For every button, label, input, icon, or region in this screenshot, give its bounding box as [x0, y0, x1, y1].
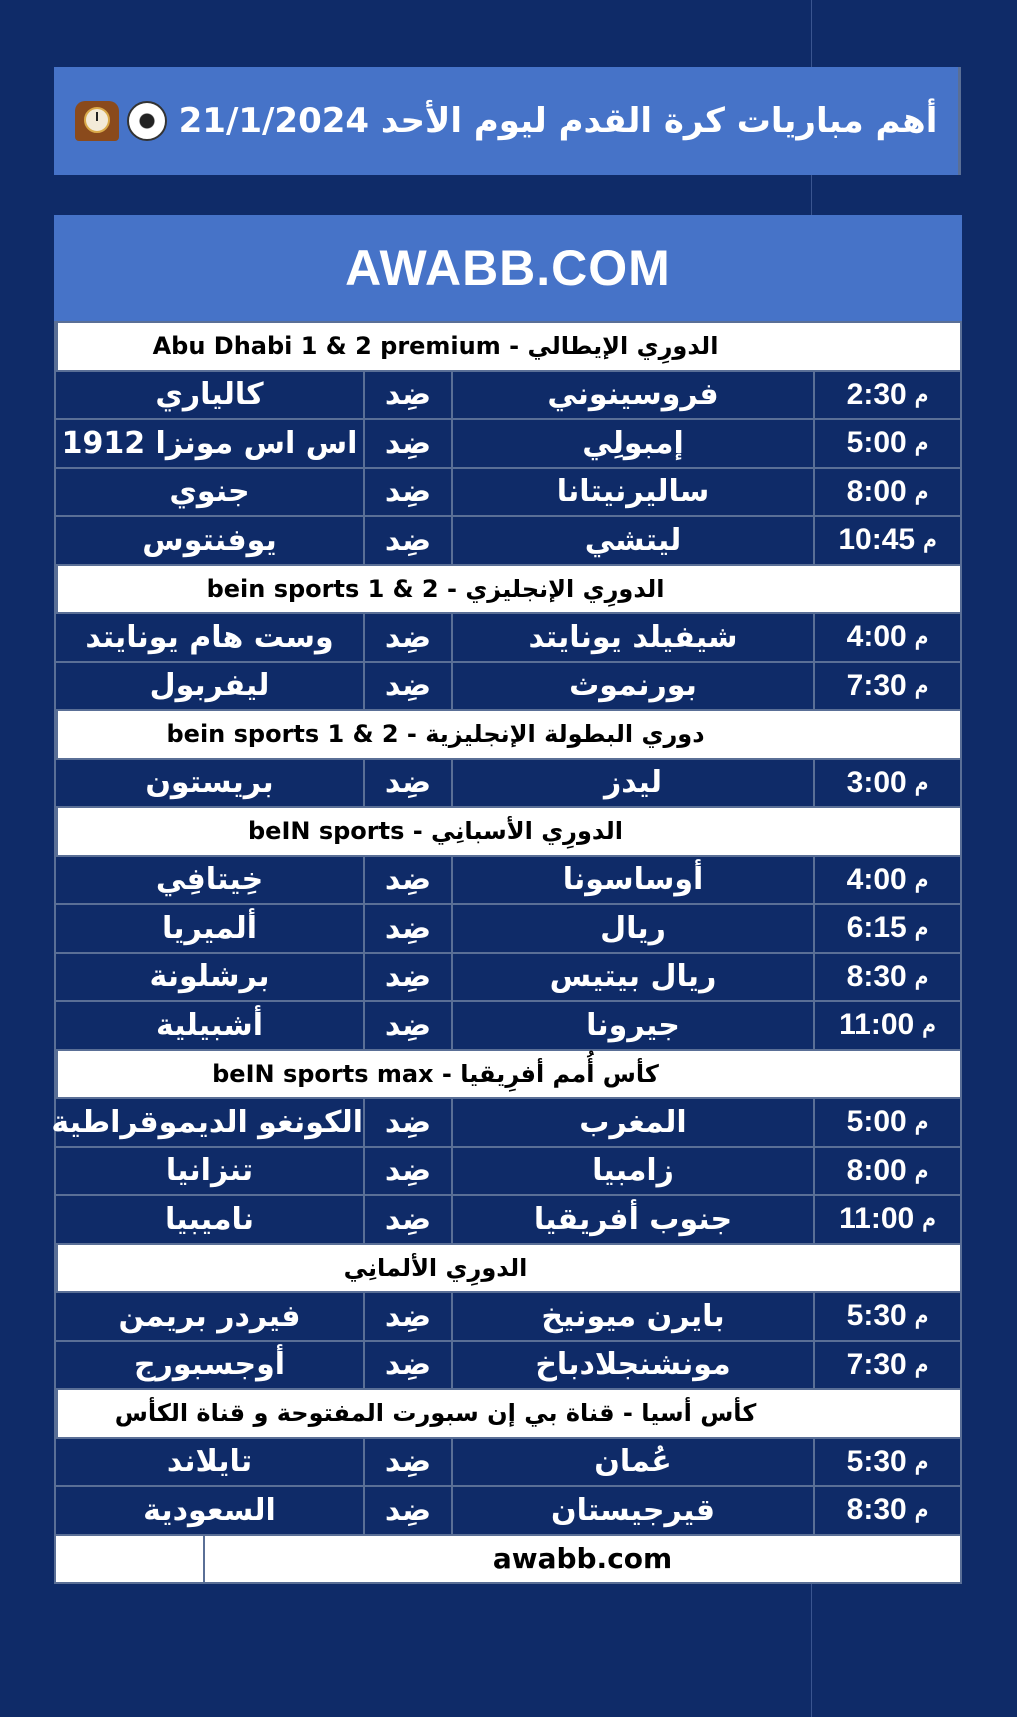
- home-team: بورنموث: [451, 663, 813, 710]
- match-time: [813, 517, 960, 564]
- home-team: ليدز: [451, 760, 813, 807]
- versus-label: ضِد: [363, 1487, 451, 1534]
- match-row: [54, 469, 962, 518]
- section-title: الدورِي الإنجليزي - bein sports 1 & 2: [56, 566, 813, 613]
- versus-label: ضِد: [363, 1293, 451, 1340]
- home-team: مونشنجلادباخ: [451, 1342, 813, 1389]
- versus-label: ضِد: [363, 420, 451, 467]
- brand-header: [54, 215, 962, 323]
- section-title: دوري البطولة الإنجليزية - bein sports 1 & 2: [56, 711, 813, 758]
- match-time: [813, 663, 960, 710]
- versus-label: ضِد: [363, 1342, 451, 1389]
- home-team: قيرجيستان: [451, 1487, 813, 1534]
- time-unit: م: [914, 672, 929, 698]
- time-value: 11:00: [839, 1008, 915, 1042]
- versus-label: ضِد: [363, 372, 451, 419]
- time-unit: م: [914, 1303, 929, 1329]
- away-team: الكونغو الديموقراطية: [51, 1104, 363, 1140]
- time-value: 4:00: [846, 620, 907, 654]
- time-unit: م: [914, 1497, 929, 1523]
- match-row: [54, 1487, 962, 1536]
- time-unit: م: [914, 478, 929, 504]
- away-team: جنوي: [169, 474, 250, 510]
- away-team: يوفنتوس: [142, 522, 277, 558]
- home-team: ريال: [451, 905, 813, 952]
- mantel-clock-icon: [75, 101, 119, 141]
- section-title: كأس أُمم أفرِيقيا - beIN sports max: [56, 1051, 813, 1098]
- title-icons: [75, 101, 167, 141]
- match-row: [54, 420, 962, 469]
- home-team: أوساسونا: [451, 857, 813, 904]
- match-time: [813, 760, 960, 807]
- footer-site: awabb.com: [203, 1536, 960, 1583]
- versus-label: ضِد: [363, 1002, 451, 1049]
- away-team: ليفربول: [149, 668, 270, 704]
- versus-label: ضِد: [363, 905, 451, 952]
- away-team: أوجسبورج: [133, 1347, 286, 1383]
- match-row: [54, 857, 962, 906]
- away-team: كالياري: [155, 377, 264, 413]
- match-time: [813, 905, 960, 952]
- footer-row: [54, 1536, 962, 1585]
- time-unit: م: [914, 915, 929, 941]
- time-value: 5:00: [846, 426, 907, 460]
- versus-label: ضِد: [363, 1196, 451, 1243]
- match-time: [813, 1293, 960, 1340]
- time-value: 8:00: [846, 474, 907, 508]
- match-time: [813, 1196, 960, 1243]
- section-title: كأس أسيا - قناة بي إن سبورت المفتوحة و قناة الكأس: [56, 1390, 813, 1437]
- match-row: [54, 1148, 962, 1197]
- away-team: وست هام يونايتد: [85, 619, 334, 655]
- match-row: [54, 1196, 962, 1245]
- match-row: [54, 517, 962, 566]
- away-team: السعودية: [143, 1492, 276, 1528]
- table-body: [51, 323, 962, 1536]
- match-time: [813, 1439, 960, 1486]
- time-unit: م: [922, 1012, 936, 1038]
- section-blank-cell: [813, 1390, 960, 1437]
- section-header-row: [54, 711, 962, 760]
- versus-label: ضِد: [363, 663, 451, 710]
- time-unit: م: [914, 381, 929, 407]
- home-team: ليتشي: [451, 517, 813, 564]
- time-value: 8:30: [846, 1493, 907, 1527]
- soccer-ball-icon: [127, 101, 167, 141]
- page-title-banner: [54, 67, 961, 175]
- versus-label: ضِد: [363, 857, 451, 904]
- match-time: [813, 857, 960, 904]
- time-value: 7:30: [846, 668, 907, 702]
- away-team: تايلاند: [166, 1444, 253, 1480]
- match-time: [813, 420, 960, 467]
- time-value: 8:00: [846, 1153, 907, 1187]
- match-row: [54, 372, 962, 421]
- time-value: 11:00: [839, 1202, 915, 1236]
- section-blank-cell: [813, 1051, 960, 1098]
- match-time: [813, 372, 960, 419]
- home-team: المغرب: [451, 1099, 813, 1146]
- match-time: [813, 1342, 960, 1389]
- versus-label: ضِد: [363, 614, 451, 661]
- versus-label: ضِد: [363, 1439, 451, 1486]
- matches-table: [51, 215, 962, 1584]
- time-value: 6:15: [846, 911, 907, 945]
- section-header-row: [54, 323, 962, 372]
- match-row: [54, 1293, 962, 1342]
- home-team: إمبولِي: [451, 420, 813, 467]
- time-value: 8:30: [846, 959, 907, 993]
- match-time: [813, 1002, 960, 1049]
- home-team: جيرونا: [451, 1002, 813, 1049]
- match-row: [54, 663, 962, 712]
- versus-label: ضِد: [363, 760, 451, 807]
- section-header-row: [54, 566, 962, 615]
- home-team: ريال بيتيس: [451, 954, 813, 1001]
- time-value: 10:45: [838, 523, 916, 557]
- time-unit: م: [914, 963, 929, 989]
- match-row: [54, 760, 962, 809]
- match-time: [813, 469, 960, 516]
- away-team: برشلونة: [149, 959, 270, 995]
- section-title: الدورِي الإيطالي - Abu Dhabi 1 & 2 premium: [56, 323, 813, 370]
- match-time: [813, 1487, 960, 1534]
- away-team: اس اس مونزا 1912: [61, 425, 358, 461]
- match-time: [813, 1099, 960, 1146]
- section-title: الدورِي الأسبانِي - beIN sports: [56, 808, 813, 855]
- versus-label: ضِد: [363, 954, 451, 1001]
- match-row: [51, 1099, 962, 1148]
- versus-label: ضِد: [363, 1099, 451, 1146]
- section-header-row: [54, 1390, 962, 1439]
- section-title: الدورِي الألمانِي: [56, 1245, 813, 1292]
- time-unit: م: [914, 624, 929, 650]
- match-row: [54, 1342, 962, 1391]
- time-value: 2:30: [846, 377, 907, 411]
- home-team: عُمان: [451, 1439, 813, 1486]
- section-blank-cell: [813, 323, 960, 370]
- away-team: أشبيلية: [156, 1007, 263, 1043]
- match-time: [813, 954, 960, 1001]
- time-unit: م: [914, 1157, 929, 1183]
- away-team: بريستون: [145, 765, 274, 801]
- away-team: فيردر بريمن: [118, 1298, 301, 1334]
- section-blank-cell: [813, 711, 960, 758]
- time-value: 3:00: [846, 765, 907, 799]
- away-team: ناميبيا: [164, 1201, 255, 1237]
- time-value: 5:30: [846, 1299, 907, 1333]
- match-time: [813, 614, 960, 661]
- match-row: [54, 1439, 962, 1488]
- home-team: زامبيا: [451, 1148, 813, 1195]
- home-team: ساليرنيتانا: [451, 469, 813, 516]
- time-unit: م: [914, 1351, 929, 1377]
- page-title: أهم مباريات كرة القدم ليوم الأحد 21/1/2024: [178, 101, 938, 141]
- time-unit: م: [923, 527, 937, 553]
- match-row: [54, 905, 962, 954]
- section-header-row: [54, 1051, 962, 1100]
- brand-name: AWABB.COM: [345, 240, 671, 296]
- time-unit: م: [922, 1206, 936, 1232]
- section-header-row: [54, 1245, 962, 1294]
- section-blank-cell: [813, 1245, 960, 1292]
- away-team: ألميريا: [161, 910, 258, 946]
- match-time: [813, 1148, 960, 1195]
- versus-label: ضِد: [363, 469, 451, 516]
- time-unit: م: [914, 430, 929, 456]
- time-value: 7:30: [846, 1347, 907, 1381]
- match-row: [54, 614, 962, 663]
- versus-label: ضِد: [363, 1148, 451, 1195]
- time-unit: م: [914, 866, 929, 892]
- section-blank-cell: [813, 808, 960, 855]
- time-unit: م: [914, 1448, 929, 1474]
- match-row: [54, 1002, 962, 1051]
- time-value: 4:00: [846, 862, 907, 896]
- section-header-row: [54, 808, 962, 857]
- home-team: بايرن ميونيخ: [451, 1293, 813, 1340]
- footer-blank-cell: [56, 1536, 203, 1583]
- time-unit: م: [914, 769, 929, 795]
- time-value: 5:00: [846, 1105, 907, 1139]
- section-blank-cell: [813, 566, 960, 613]
- away-team: خِيتافِي: [155, 862, 264, 898]
- home-team: شيفيلد يونايتد: [451, 614, 813, 661]
- versus-label: ضِد: [363, 517, 451, 564]
- time-unit: م: [914, 1109, 929, 1135]
- time-value: 5:30: [846, 1444, 907, 1478]
- away-team: تنزانيا: [165, 1153, 254, 1189]
- home-team: فروسينوني: [451, 372, 813, 419]
- match-row: [54, 954, 962, 1003]
- home-team: جنوب أفريقيا: [451, 1196, 813, 1243]
